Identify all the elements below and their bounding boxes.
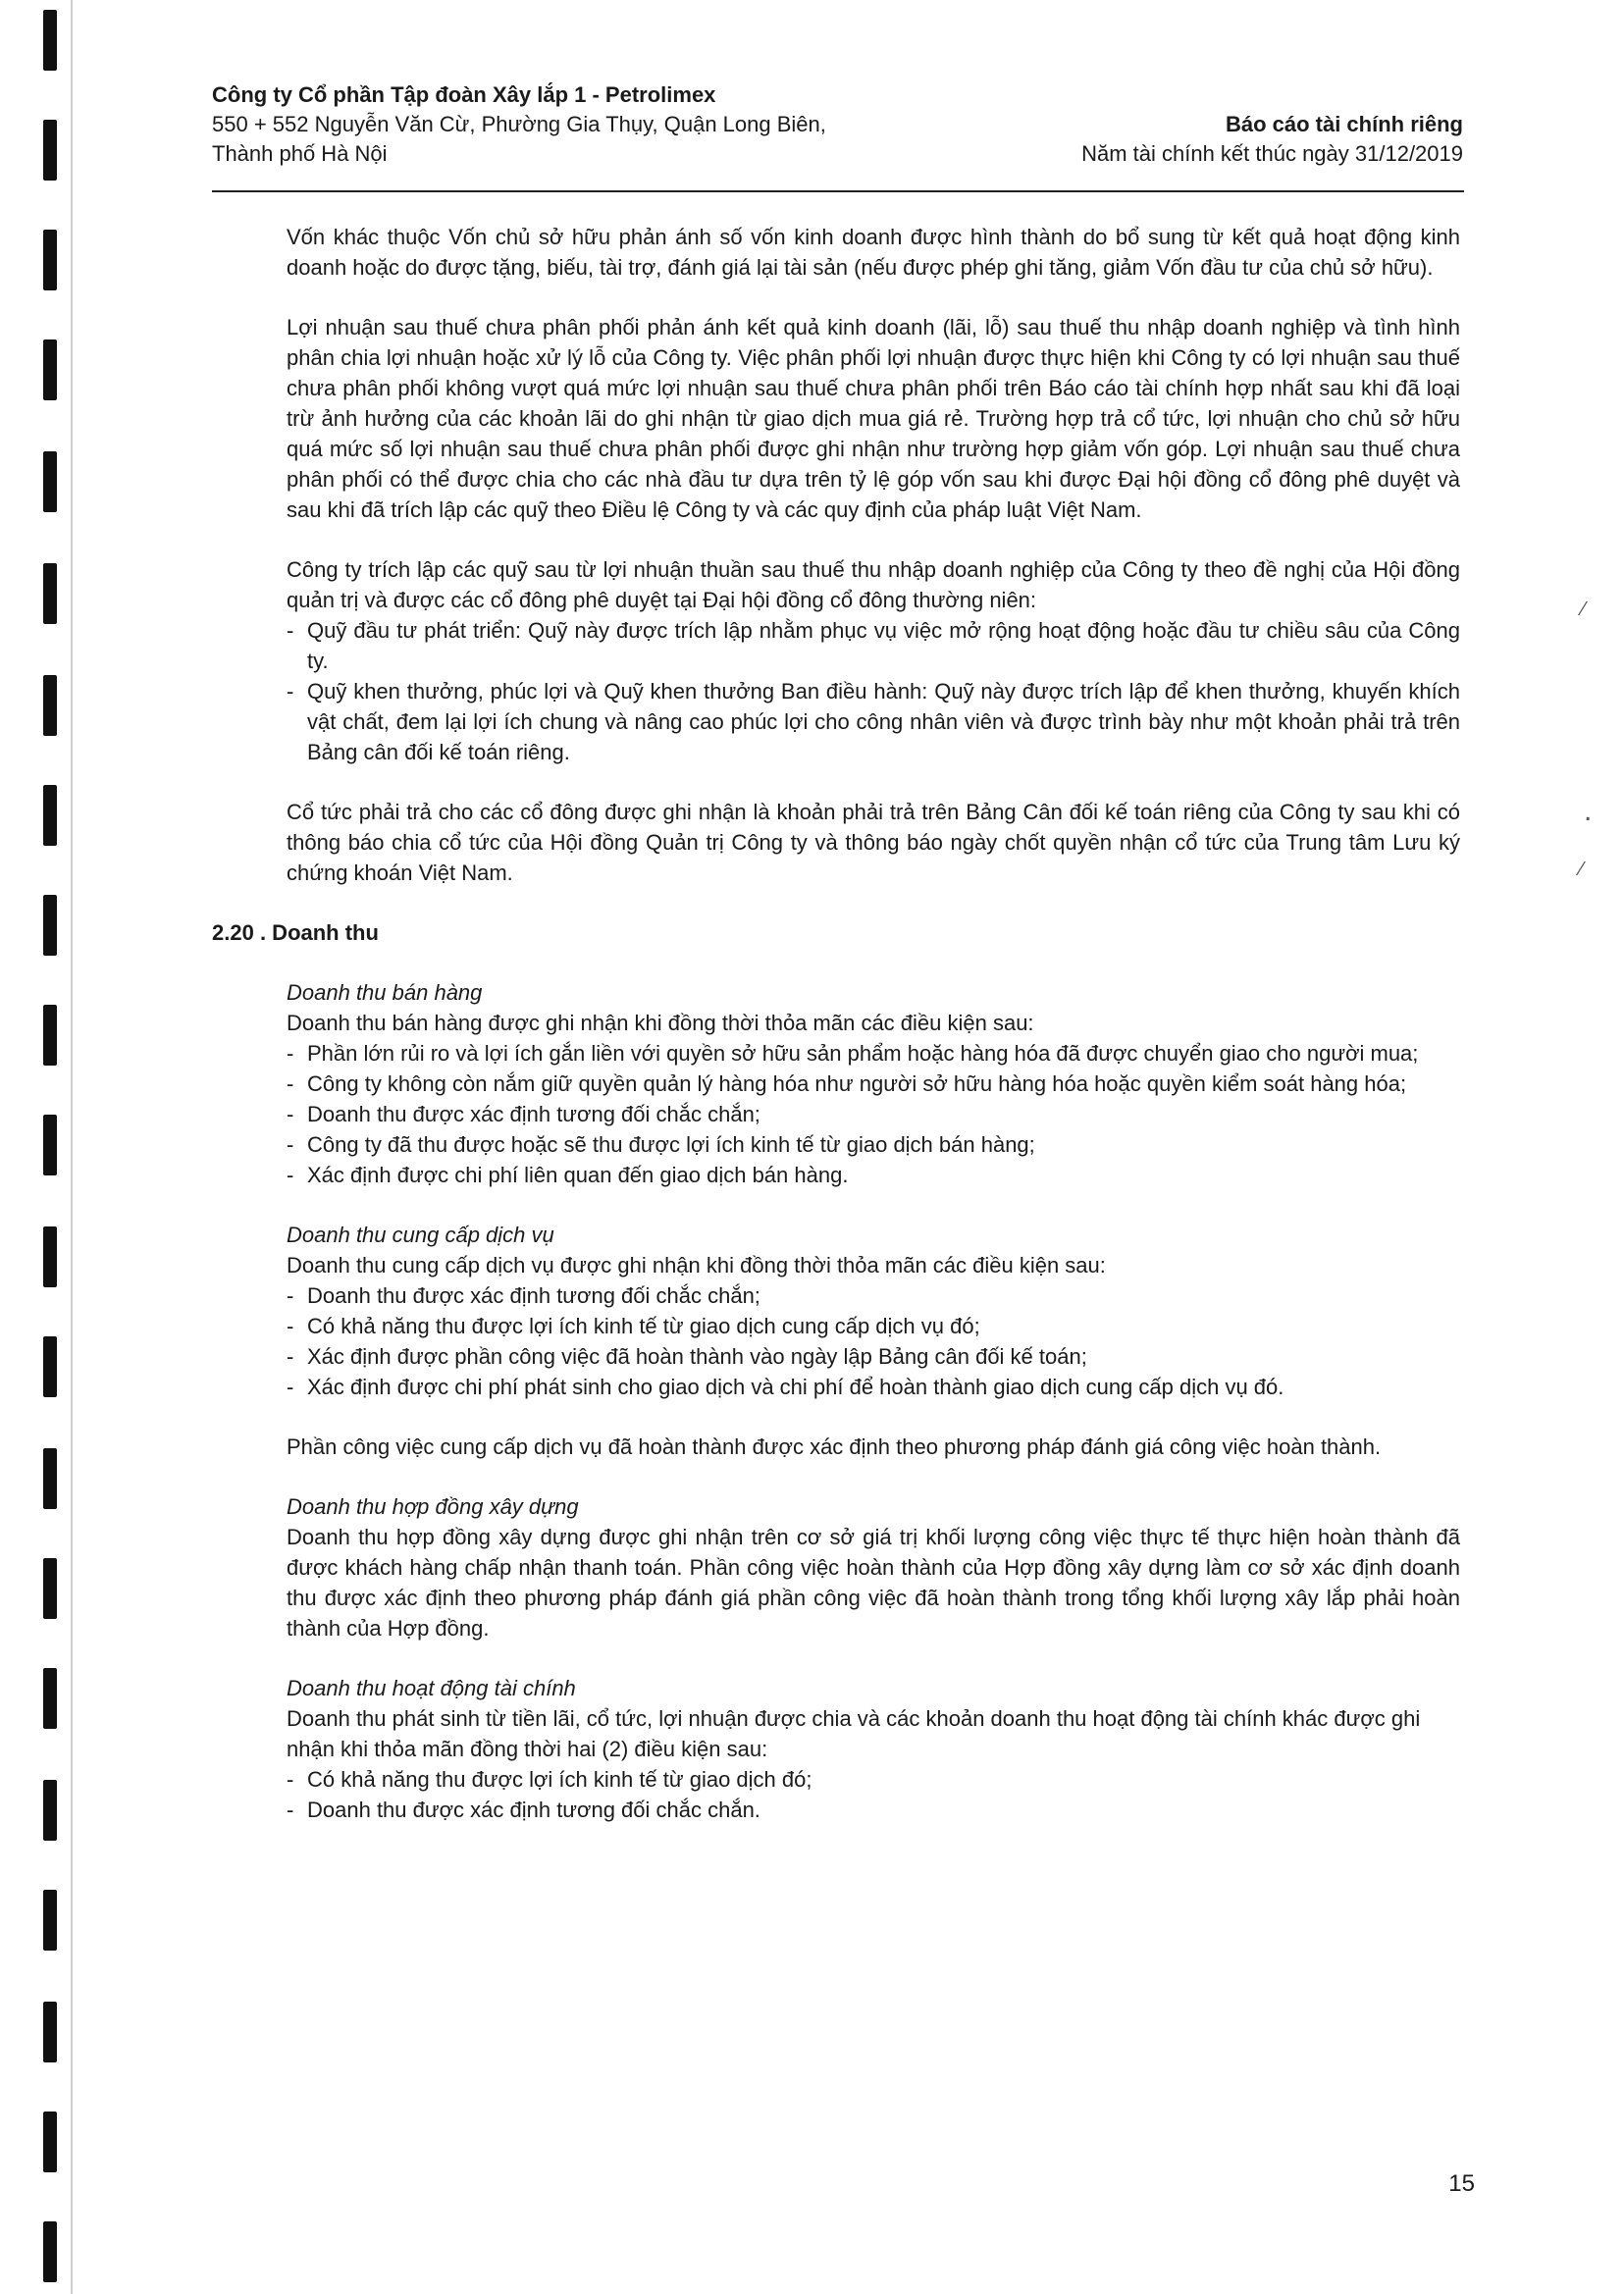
- stamp-mark: .: [1584, 795, 1593, 827]
- construction-text: Doanh thu hợp đồng xây dựng được ghi nhận trên cơ sở giá trị khối lượng công việc thực tế thực hiện hoàn thành đã được khách hàng chấp nhận thanh toán. Phần công việc hoàn thành của Hợp đồng xây dựng làm cơ sở xác định doanh thu được xác định theo phương pháp đánh giá phần công việc đã hoàn thành trong tổng khối lượng xây lắp phải hoàn thành của Hợp đồng.: [287, 1525, 1460, 1641]
- binder-hole: [43, 895, 57, 956]
- financial-conditions-list: [287, 1764, 1460, 1825]
- page-content: [212, 222, 1460, 1854]
- binder-hole: [43, 1780, 57, 1841]
- list-item: - Quỹ khen thưởng, phúc lợi và Quỹ khen thưởng Ban điều hành: Quỹ này được trích lập để khen thưởng, khuyến khích vật chất, đem lại lợi ích chung và nâng cao phúc lợi cho công nhân viên và được trình bày như một khoản phải trả trên Bảng cân đối kế toán riêng.: [287, 676, 1460, 767]
- list-item: - Công ty không còn nắm giữ quyền quản lý hàng hóa như người sở hữu hàng hóa hoặc quyền kiểm soát hàng hóa;: [287, 1069, 1460, 1099]
- partial-stamp-marks: [1574, 599, 1613, 922]
- list-item: - Có khả năng thu được lợi ích kinh tế từ giao dịch cung cấp dịch vụ đó;: [287, 1311, 1460, 1341]
- binder-hole: [43, 2002, 57, 2062]
- funds-list: [287, 615, 1460, 767]
- financial-lead: Doanh thu phát sinh từ tiền lãi, cổ tức, lợi nhuận được chia và các khoản doanh thu hoạt động tài chính khác được ghi nhận khi thỏa mãn đồng thời hai (2) điều kiện sau:: [287, 1706, 1421, 1761]
- services-lead: Doanh thu cung cấp dịch vụ được ghi nhận khi đồng thời thỏa mãn các điều kiện sau:: [287, 1253, 1106, 1277]
- stamp-mark: ⁄: [1582, 599, 1586, 620]
- list-item: - Quỹ đầu tư phát triển: Quỹ này được trích lập nhằm phục vụ việc mở rộng hoạt động hoặc đầu tư chiều sâu của Công ty.: [287, 615, 1460, 676]
- binder-hole: [43, 339, 57, 400]
- subheading-services: Doanh thu cung cấp dịch vụ: [287, 1223, 554, 1247]
- binder-hole: [43, 2221, 57, 2282]
- list-item: - Phần lớn rủi ro và lợi ích gắn liền với quyền sở hữu sản phẩm hoặc hàng hóa đã được chuyển giao cho người mua;: [287, 1038, 1460, 1069]
- binder-hole: [43, 1558, 57, 1619]
- company-address-line1: 550 + 552 Nguyễn Văn Cừ, Phường Gia Thụy, Quận Long Biên,: [212, 112, 826, 136]
- binder-hole: [43, 120, 57, 181]
- list-item: - Xác định được phần công việc đã hoàn thành vào ngày lập Bảng cân đối kế toán;: [287, 1341, 1460, 1372]
- services-note: Phần công việc cung cấp dịch vụ đã hoàn thành được xác định theo phương pháp đánh giá công việc hoàn thành.: [287, 1434, 1382, 1459]
- paragraph-other-equity: Vốn khác thuộc Vốn chủ sở hữu phản ánh số vốn kinh doanh được hình thành do bổ sung từ kết quả hoạt động kinh doanh hoặc do được tặng, biếu, tài trợ, đánh giá lại tài sản (nếu được phép ghi tăng, giảm Vốn đầu tư của chủ sở hữu).: [287, 225, 1460, 280]
- services-conditions-list: [287, 1280, 1460, 1402]
- company-name: Công ty Cổ phần Tập đoàn Xây lắp 1 - Petrolimex: [212, 82, 716, 107]
- binder-hole: [43, 1336, 57, 1397]
- paragraph-retained-earnings: Lợi nhuận sau thuế chưa phân phối phản ánh kết quả kinh doanh (lãi, lỗ) sau thuế thu nhập doanh nghiệp và tình hình phân chia lợi nhuận hoặc xử lý lỗ của Công ty. Việc phân phối lợi nhuận được thực hiện khi Công ty có lợi nhuận sau thuế chưa phân phối không vượt quá mức lợi nhuận sau thuế chưa phân phối trên Báo cáo tài chính hợp nhất sau khi đã loại trừ ảnh hưởng của các khoản lãi do ghi nhận từ giao dịch mua giá rẻ. Trường hợp trả cổ tức, lợi nhuận cho chủ sở hữu quá mức số lợi nhuận sau thuế chưa phân phối được ghi nhận như trường hợp giảm vốn góp. Lợi nhuận sau thuế chưa phân phối có thể được chia cho các nhà đầu tư dựa trên tỷ lệ góp vốn sau khi được Đại hội đồng cổ đông phê duyệt và sau khi đã trích lập các quỹ theo Điều lệ Công ty và các quy định của pháp luật Việt Nam.: [287, 315, 1460, 522]
- binder-hole: [43, 563, 57, 624]
- binder-hole: [43, 10, 57, 71]
- stamp-mark: ⁄: [1580, 859, 1584, 880]
- report-title: Báo cáo tài chính riêng: [1225, 112, 1463, 136]
- list-item: - Doanh thu được xác định tương đối chắc chắn;: [287, 1099, 1460, 1129]
- subheading-financial: Doanh thu hoạt động tài chính: [287, 1676, 576, 1700]
- section-title: . Doanh thu: [259, 920, 379, 945]
- paragraph-funds-intro: Công ty trích lập các quỹ sau từ lợi nhuận thuần sau thuế thu nhập doanh nghiệp của Công ty theo đề nghị của Hội đồng quản trị và được các cổ đông phê duyệt tại Đại hội đồng cổ đông thường niên:: [287, 557, 1460, 612]
- binder-hole: [43, 1890, 57, 1951]
- binder-hole: [43, 2112, 57, 2172]
- list-item: - Doanh thu được xác định tương đối chắc chắn.: [287, 1795, 1460, 1825]
- section-heading: [212, 917, 1386, 948]
- binder-holes: [43, 0, 57, 2294]
- binder-hole: [43, 1668, 57, 1729]
- binder-edge-line: [71, 0, 73, 2294]
- sales-conditions-list: [287, 1038, 1460, 1190]
- header-divider: [212, 190, 1464, 192]
- list-item: - Xác định được chi phí liên quan đến giao dịch bán hàng.: [287, 1160, 1460, 1190]
- paragraph-dividends: Cổ tức phải trả cho các cổ đông được ghi nhận là khoản phải trả trên Bảng Cân đối kế toán riêng của Công ty sau khi có thông báo chia cổ tức của Hội đồng Quản trị Công ty và thông báo ngày chốt quyền nhận cổ tức của Trung tâm Lưu ký chứng khoán Việt Nam.: [287, 800, 1460, 885]
- company-address-line2: Thành phố Hà Nội: [212, 141, 388, 166]
- binder-hole: [43, 1115, 57, 1175]
- binder-hole: [43, 1226, 57, 1287]
- binder-hole: [43, 451, 57, 512]
- list-item: - Xác định được chi phí phát sinh cho giao dịch và chi phí để hoàn thành giao dịch cung cấp dịch vụ đó.: [287, 1372, 1460, 1402]
- list-item: - Có khả năng thu được lợi ích kinh tế từ giao dịch đó;: [287, 1764, 1460, 1795]
- page-number: 15: [1448, 2170, 1475, 2197]
- subheading-construction: Doanh thu hợp đồng xây dựng: [287, 1494, 579, 1519]
- page-header: [212, 82, 1463, 192]
- binder-hole: [43, 785, 57, 846]
- report-period: Năm tài chính kết thúc ngày 31/12/2019: [1081, 141, 1463, 166]
- section-number: 2.20: [212, 920, 254, 945]
- subheading-sales: Doanh thu bán hàng: [287, 980, 483, 1005]
- binder-hole: [43, 1005, 57, 1066]
- sales-lead: Doanh thu bán hàng được ghi nhận khi đồng thời thỏa mãn các điều kiện sau:: [287, 1011, 1034, 1035]
- binder-hole: [43, 675, 57, 736]
- binder-hole: [43, 1448, 57, 1509]
- list-item: - Doanh thu được xác định tương đối chắc chắn;: [287, 1280, 1460, 1311]
- list-item: - Công ty đã thu được hoặc sẽ thu được lợi ích kinh tế từ giao dịch bán hàng;: [287, 1129, 1460, 1160]
- binder-hole: [43, 230, 57, 290]
